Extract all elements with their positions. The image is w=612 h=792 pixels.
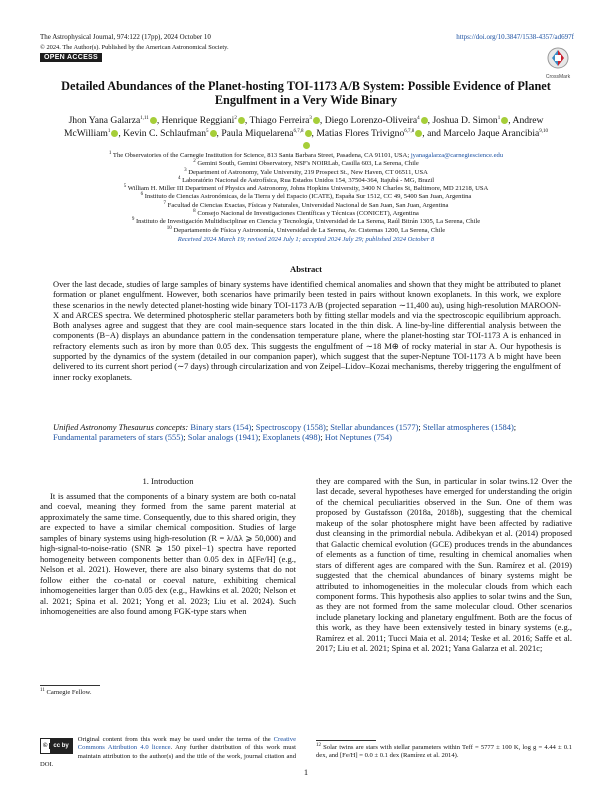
abstract-heading: Abstract: [290, 264, 322, 274]
cc-icon: ©: [41, 743, 50, 749]
footnote-rule-right: [316, 740, 376, 741]
keyword-label: Unified Astronomy Thesaurus concepts:: [53, 422, 189, 432]
affiliation-item: $^2$ Gemini South, Gemini Observatory, NSF's NOIRLab, Casilla 603, La Serena, Chile: [193, 159, 419, 168]
footnote-rule-left: [40, 685, 100, 686]
keyword-link[interactable]: Stellar atmospheres (1584): [422, 422, 514, 432]
author-affiliation-marker: 2: [234, 115, 237, 121]
affiliation-item: $^7$ Facultad de Ciencias Exactas, Físicas y Naturales, Universidad Nacional de San Juan, San Juan, Argentina: [163, 200, 449, 209]
doi-link[interactable]: https://doi.org/10.3847/1538-4357/ad697f: [456, 33, 574, 41]
author-separator: ,: [118, 127, 124, 139]
crossmark-icon: [547, 47, 569, 69]
orcid-icon[interactable]: [150, 117, 157, 124]
affiliation-item: $^1$ The Observatories of the Carnegie Institution for Science, 813 Santa Barbara Street, Pasadena, CA 91101, USA; jyanagalarza@carnegiescience.edu: [108, 150, 504, 159]
author-separator: ,: [244, 115, 250, 126]
intro-right-paragraph: they are compared with the Sun, in particular in solar twins.12 Over the last decade, several hypotheses have emerged for understanding the origin of the chemical peculiarities observed in the Sun. One of them was proposed by Gustafsson (2018a, 2018b), suggesting that the chemical makeup of the solar photosphere might have been affected by radiative dust cleansing in the primordial nebula. Adibekyan et al. (2014) proposed that Galactic chemical evolution (GCE) produces trends in the abundances of elements as a function of time, resulting in chemical anomalies when stars of different ages are compared with the Sun. Ramírez et al. (2019) suggested that the chemical abundances of binary systems might be attributed to inhomogeneities in the molecular clouds from which each component forms. This hypothesis also applies to solar twins and the Sun, as they are not formed from the same molecular cloud. Other scenarios include planetary locking and planetary engulfment. Both are the focus of this work, as they have been extensively tested in binary systems (e.g., Ramírez et al. 2011; Tucci Maia et al. 2014; Teske et al. 2016; Saffe et al. 2017; Liu et al. 2021; Spina et al. 2021; Yana Galarza et al. 2021c;: [316, 476, 572, 654]
orcid-icon[interactable]: [303, 142, 310, 149]
author-name: Diego Lorenzo-Oliveira: [324, 115, 418, 126]
author-separator: ,: [216, 127, 222, 139]
copyright-notice: © 2024. The Author(s). Published by the American Astronomical Society.: [40, 44, 229, 51]
affiliation-item: $^6$ Instituto de Ciencias Astronómicas, de la Tierra y del Espacio (ICATE), España Sur 1512, CC 49, 5400 San Juan, Argentina: [140, 192, 472, 201]
keyword-link[interactable]: Binary stars (154): [190, 422, 252, 432]
author-name: Marcelo Jaque Arancibia: [443, 127, 540, 139]
journal-citation: The Astrophysical Journal, 974:122 (17pp), 2024 October 10: [40, 33, 211, 41]
author-separator: , and: [422, 127, 444, 139]
author-name: Paula Miquelarena: [221, 127, 294, 139]
page-number: 1: [303, 767, 309, 777]
author-name: Matias Flores Trivigno: [316, 127, 405, 139]
affiliation-item: $^4$ Laboratório Nacional de Astrofísica, Rua Estados Unidos 154, 37504-364, Itajubá - MG, Brazil: [177, 175, 435, 184]
author-affiliation-marker: 6,7,8: [293, 128, 304, 134]
author-separator: ,: [427, 115, 433, 126]
orcid-icon[interactable]: [421, 117, 428, 124]
author-affiliation-marker: 5: [206, 128, 209, 134]
section-heading: 1. Introduction: [142, 476, 194, 486]
keyword-link[interactable]: Solar analogs (1941): [187, 432, 259, 443]
author-name: Thiago Ferreira: [249, 115, 310, 126]
affiliation-list: [30, 152, 582, 235]
keyword-link[interactable]: Fundamental parameters of stars (555): [53, 432, 184, 443]
author-name: Andrew McWilliam: [64, 115, 544, 139]
open-access-badge: OPEN ACCESS: [40, 53, 102, 62]
crossmark-label: CrossMark: [545, 74, 571, 80]
crossmark-badge[interactable]: [544, 47, 572, 80]
affiliation-item: $^{10}$ Departamento de Física y Astronomía, Universidad de La Serena, Av. Cisternas 1200, La Serena, Chile: [166, 225, 446, 234]
license-link[interactable]: Creative Commons Attribution 4.0 licence: [77, 736, 296, 752]
author-name: Jhon Yana Galarza: [68, 115, 141, 126]
author-affiliation-marker: 4: [417, 115, 420, 121]
publication-dates: Received 2024 March 19; revised 2024 July 1; accepted 2024 July 29; published 2024 October 8: [177, 236, 435, 243]
email-link[interactable]: jyanagalarza@carnegiescience.edu: [410, 152, 504, 159]
author-separator: ,: [156, 115, 162, 126]
author-name: Henrique Reggiani: [161, 115, 235, 126]
orcid-icon[interactable]: [313, 117, 320, 124]
abstract-text: Over the last decade, studies of large samples of binary systems have identified chemical anomalies and shown that they might be attributed to planet formation or planet engulfment. However, both scenarios have primarily been tested in pairs without known exoplanets. In this work, we explore these scenarios in the newly detected planet-hosting wide binary TOI-1173 A/B (projected separation ∼11,400 au), using high-resolution MAROON-X and ARCES spectra. We determined photospheric stellar parameters both by fitting stellar models and via the spectroscopic equilibrium approach. Both analyses agree and suggest that they are cool main-sequence stars located in the thin disk. A line-by-line differential analysis between the components (B−A) displays an abundance pattern in the condensation temperature plane, where the planet-hosting star TOI-1173 A is enhanced in refractory elements such as iron by more than 0.05 dex. This suggests the engulfment of ∼18 M⊕ of rocky material in star A. Our hypothesis is supported by the dynamics of the system (detailed in our companion paper), which suggest that the super-Neptune TOI-1173 A b might have been delivered to its current short period (∼7 days) through circularization and von Zeipel–Lidov–Kozai mechanisms, thereby triggering the engulfment of inner rocky exoplanets.: [53, 279, 561, 382]
author-affiliation-marker: 1,11: [140, 115, 149, 121]
author-separator: ,: [319, 115, 325, 126]
orcid-icon[interactable]: [305, 130, 312, 137]
author-name: Kevin C. Schlaufman: [123, 127, 207, 139]
orcid-icon[interactable]: [238, 117, 245, 124]
intro-left-paragraph: It is assumed that the components of a binary system are both co-natal and coeval, meaning they formed from the same parent material at approximately the same time. Consequently, due to this shared origin, they are expected to have a similar chemical composition. Studies of large samples of binary systems using high-resolution (R = λ/Δλ ⩾ 50,000) and high-signal-to-noise-ratio (SNR ⩾ 150 pixel−1) spectra have reported homogeneity between components better than 0.05 dex in Δ[Fe/H] (e.g., Nelson et al. 2021). However, there are also binary systems that do not follow either the co-natal or coeval nature, exhibiting chemical inhomogeneities larger than 0.05 dex (e.g., Hawkins et al. 2020; Nelson et al. 2021; Spina et al. 2021; Yong et al. 2023; Liu et al. 2024). Such inhomogeneities are also found among FGK-type stars when: [40, 491, 296, 616]
footnote-left: $^{11}$ Carnegie Fellow.: [40, 687, 92, 696]
author-name: Joshua D. Simon: [432, 115, 498, 126]
affiliation-item: $^9$ Instituto de Investigación Multidisciplinar en Ciencia y Tecnología, Universidad de La Serena, Raúl Bitrán 1305, La Serena, Chile: [131, 217, 481, 226]
footnote-right: $^{12}$ Solar twins are stars with stellar parameters within Teff = 5777 ± 100 K, log g = 4.44 ± 0.1 dex, and [Fe/H] = 0.0 ± 0.1 dex (Ramírez et al. 2014).: [316, 742, 572, 760]
author-affiliation-marker: 1: [497, 115, 501, 121]
author-list: [62, 115, 550, 153]
author-affiliation-marker: 9,10: [539, 128, 548, 134]
author-separator: ,: [311, 127, 317, 139]
author-separator: ,: [508, 115, 513, 126]
license-block: © cc by Original content from this work may be used under the terms of the Creative Commons Attribution 4.0 licence. Any further distribution of this work must maintain attribution to the author(s) and the title of the work, journal citation and DOI.: [40, 736, 296, 768]
keyword-link[interactable]: Hot Neptunes (754): [324, 432, 392, 443]
cc-by-badge[interactable]: © cc by: [40, 738, 73, 754]
affiliation-item: $^5$ William H. Miller III Department of Physics and Astronomy, Johns Hopkins University, 3400 N Charles St, Baltimore, MD 21218, USA: [123, 184, 489, 193]
keyword-link[interactable]: Exoplanets (498): [262, 432, 321, 443]
affiliation-item: $^8$ Consejo Nacional de Investigaciones Científicas y Técnicas (CONICET), Argentina: [193, 208, 419, 218]
author-affiliation-marker: 1: [107, 128, 111, 134]
orcid-icon[interactable]: [210, 130, 217, 137]
keyword-link[interactable]: Stellar abundances (1577): [330, 422, 419, 432]
paper-title: Detailed Abundances of the Planet-hosting TOI-1173 A/B System: Possible Evidence of Planet Engulfment in a Very Wide Binary: [61, 79, 551, 107]
affiliation-item: $^3$ Department of Astronomy, Yale University, 219 Prospect St., New Haven, CT 06511, USA: [184, 167, 428, 176]
keyword-link[interactable]: Spectroscopy (1558): [255, 422, 326, 432]
author-affiliation-marker: 3: [309, 115, 312, 121]
keyword-list: Unified Astronomy Thesaurus concepts: Binary stars (154); Spectroscopy (1558); Stellar abundances (1577); Stellar atmospheres (1584); Fundamental parameters of stars (555); Solar analogs (1941); Exoplanets (498); Hot Neptunes (754): [53, 422, 517, 443]
author-affiliation-marker: 6,7,8: [404, 128, 415, 134]
